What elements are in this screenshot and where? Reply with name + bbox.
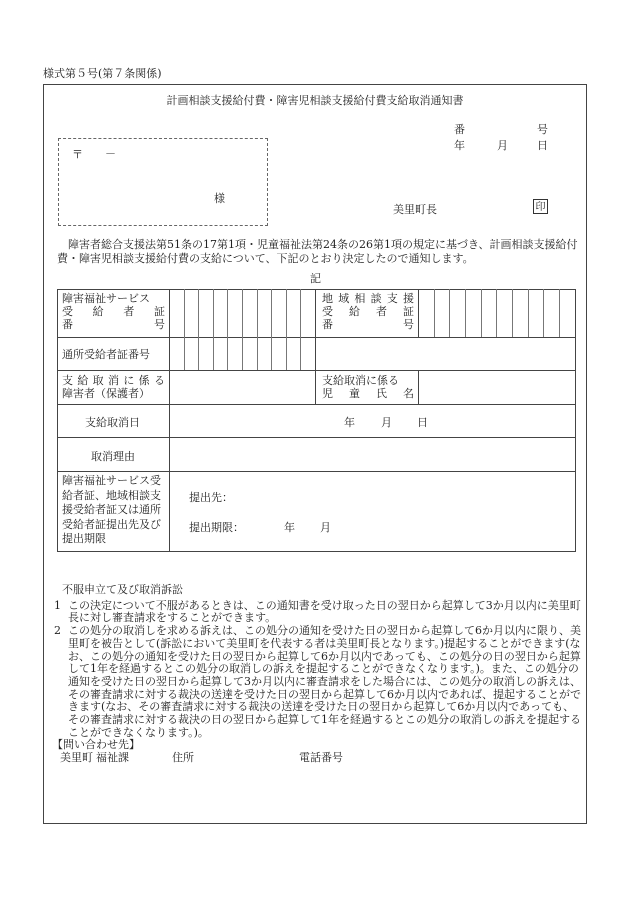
- deadline-year: 年: [284, 521, 295, 534]
- submit-to-label: 提出先：: [189, 491, 233, 504]
- ki-mark: 記: [310, 272, 321, 285]
- contact-address-label: 住所: [172, 751, 194, 765]
- service-cert-label: 障害福祉サービス 受 給 者 証 番 号: [62, 292, 165, 331]
- cancel-date-year: 年: [344, 416, 355, 429]
- child-label: 支給取消に係る 児 童 氏 名: [322, 374, 414, 400]
- date-day: 日: [537, 139, 548, 152]
- address-box: [58, 138, 268, 226]
- intro-paragraph: 障害者総合支援法第51条の17第1項・児童福祉法第24条の26第1項の規定に基づき、計画相談支援給付費・障害児相談支援給付費の支給について、下記のとおり決定したので通知します。: [57, 238, 578, 265]
- appeal-item-1: 1 この決定について不服があるときは、この通知書を受け取った日の翌日から起算して3か月以内に美里町長に対し審査請求をすることができます。: [54, 598, 581, 625]
- contact-phone-label: 電話番号: [299, 751, 343, 765]
- form-number: 様式第５号(第７条関係): [43, 67, 162, 80]
- contact-line: [54, 752, 582, 765]
- deadline-month: 月: [320, 521, 331, 534]
- guardian-label: 支 給 取 消 に 係 る 障害者（保護者）: [62, 374, 165, 400]
- appeal-notes: [54, 584, 582, 765]
- honorific: 様: [214, 192, 225, 205]
- date-month: 月: [497, 139, 508, 152]
- reason-label: 取消理由: [91, 450, 135, 463]
- cancel-date-month: 月: [381, 416, 392, 429]
- issuer-name: 美里町長: [393, 203, 437, 216]
- cancel-date-label: 支給取消日: [85, 416, 140, 429]
- doc-number-suffix: 号: [537, 123, 548, 136]
- date-year: 年: [454, 139, 465, 152]
- contact-dept: 福祉課: [96, 751, 129, 765]
- postal-dash: －: [105, 147, 116, 160]
- appeal-heading: 不服申立て及び取消訴訟: [62, 583, 183, 596]
- deadline-label: 提出期限：: [189, 521, 244, 534]
- submission-label: 障害福祉サービス受 給者証、地域相談支 援受給者証又は通所 受給者証提出先及び 提出期限: [62, 474, 161, 545]
- postal-mark: 〒: [72, 148, 83, 161]
- seal-mark: 印: [533, 199, 548, 214]
- contact-town: 美里町: [60, 751, 93, 765]
- daycare-cert-label: 通所受給者証番号: [62, 348, 150, 361]
- document-title: 計画相談支援給付費・障害児相談支援給付費支給取消通知書: [166, 94, 464, 107]
- doc-number-label: 番: [454, 123, 465, 136]
- contact-heading: 【問い合わせ先】: [52, 738, 140, 752]
- cancel-date-day: 日: [417, 416, 428, 429]
- consult-cert-label: 地 域 相 談 支 援 受 給 者 証 番 号: [322, 292, 414, 331]
- appeal-item-2: 2 この処分の取消しを求める訴えは、この処分の通知を受けた日の翌日から起算して6か月以内に限り、美里町を被告として(訴訟において美里町を代表する者は美里町長となります。)提起することができます(なお、この処分の通知を受けた日の翌日から起算して6か月以内であっても、この処分の日の翌日から起算して1年を経過するとこの処分の取消しの訴えを提起することができなくなります。)。また、この処分の通知を受けた日の翌日から起算して3か月以内に審査請求をした場合には、この処分の取消しの訴えは、その審査請求に対する裁決の送達を受けた日の翌日から起算して6か月以内であれば、提起することができます(なお、その審査請求に対する裁決の送達を受けた日の翌日から起算して6か月以内であっても、その審査請求に対する裁決の日の翌日から起算して1年を経過するとこの処分の取消しの訴えを提起することができなくなります。)。: [54, 624, 581, 739]
